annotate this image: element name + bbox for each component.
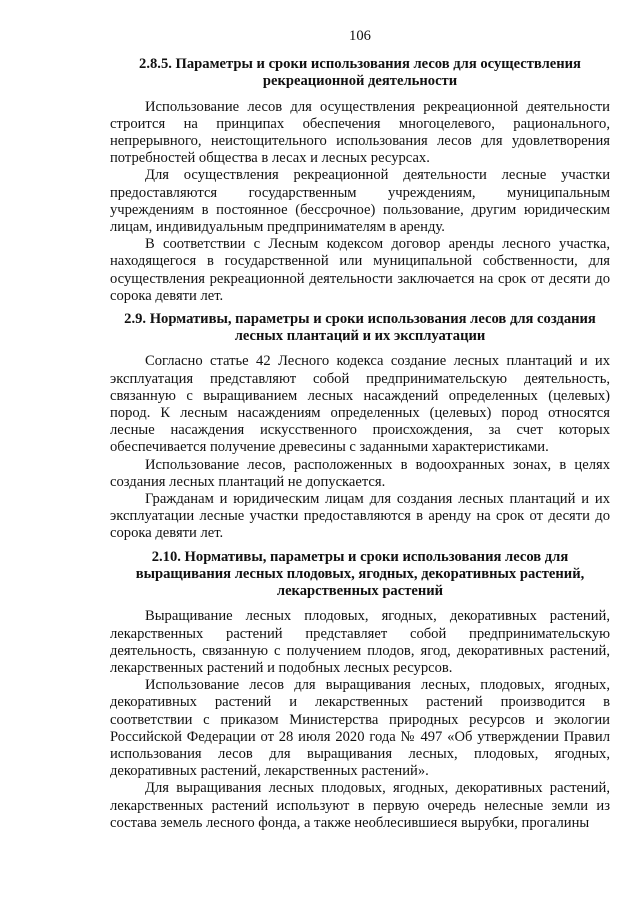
paragraph: В соответствии с Лесным кодексом договор аренды лесного участка, находящегося в государственной или муниципальной собственности, для осуществления рекреационной деятельности заключается на срок от десяти до сорока девяти лет.	[110, 236, 610, 304]
paragraph: Выращивание лесных плодовых, ягодных, декоративных растений, лекарственных растений представляет собой предпринимательскую деятельность, связанную с получением плодов, ягод, декоративных растений, лекарственных растений и подобных лесных ресурсов.	[110, 608, 610, 676]
section-heading: 2.10. Нормативы, параметры и сроки использования лесов для выращивания лесных плодовых, ягодных, декоративных растений, лекарственных растений	[135, 548, 585, 600]
section-2-9	[110, 311, 610, 543]
section-heading: 2.8.5. Параметры и сроки использования лесов для осуществления рекреационной деятельности	[139, 56, 581, 90]
paragraph: Для осуществления рекреационной деятельности лесные участки предоставляются государственным учреждениям, муниципальным учреждениям в постоянное (бессрочное) пользование, другим юридическим лицам, индивидуальным предпринимателям в аренду.	[110, 167, 610, 236]
page-number: 106	[349, 28, 371, 44]
paragraph: Согласно статье 42 Лесного кодекса создание лесных плантаций и их эксплуатация представляют собой предпринимательскую деятельность, связанную с выращиванием лесных насаждений определенных (целевых) пород. К лесным насаждениям определенных (целевых) пород относятся лесные насаждения искусственного происхождения, за счет которых обеспечивается получение древесины с заданными характеристиками.	[110, 353, 610, 456]
paragraph: Гражданам и юридическим лицам для создания лесных плантаций и их эксплуатации лесные участки предоставляются в аренду на срок от десяти до сорока девяти лет.	[110, 491, 610, 542]
section-2-8-5	[110, 56, 610, 305]
document-page	[110, 28, 610, 838]
section-heading: 2.9. Нормативы, параметры и сроки использования лесов для создания лесных плантаций и их эксплуатации	[124, 311, 596, 345]
section-2-10	[110, 549, 610, 832]
paragraph: Использование лесов, расположенных в водоохранных зонах, в целях создания лесных плантаций не допускается.	[110, 456, 610, 490]
paragraph: Использование лесов для выращивания лесных, плодовых, ягодных, декоративных растений и лекарственных растений производится в соответствии с приказом Министерства природных ресурсов и экологии Российской Федерации от 28 июля 2020 года № 497 «Об утверждении Правил использования лесов для выращивания лесных, плодовых, ягодных, декоративных растений, лекарственных растений».	[110, 677, 610, 780]
paragraph: Использование лесов для осуществления рекреационной деятельности строится на принципах обеспечения многоцелевого, рационального, непрерывного, неистощительного использования лесов для удовлетворения потребностей общества в лесах и лесных ресурсах.	[110, 98, 610, 167]
paragraph: Для выращивания лесных плодовых, ягодных, декоративных растений, лекарственных растений используют в первую очередь нелесные земли из состава земель лесного фонда, а также необлесившиеся вырубки, прогалины	[110, 780, 610, 831]
